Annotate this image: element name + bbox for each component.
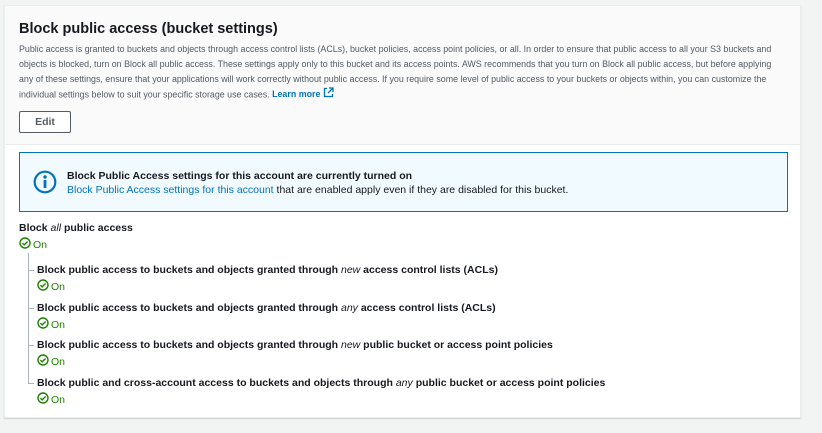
panel-title: Block public access (bucket settings)	[19, 21, 278, 37]
info-alert	[19, 152, 788, 212]
external-link-icon	[323, 87, 334, 103]
account-settings-link[interactable]: Block Public Access settings for this account	[67, 184, 274, 196]
setting-label	[37, 376, 605, 390]
tree-connector	[28, 253, 29, 383]
alert-body-text: that are enabled apply even if they are disabled for this bucket.	[273, 184, 569, 196]
status-on	[37, 391, 605, 409]
status-on	[37, 353, 553, 371]
setting-label	[37, 338, 553, 352]
setting-new-acls	[37, 263, 498, 296]
panel-description	[19, 42, 786, 103]
status-on	[19, 236, 133, 254]
status-text: On	[51, 356, 66, 368]
setting-label-prefix: Block public access to buckets and objects granted through	[37, 339, 341, 351]
description-text: Public access is granted to buckets and objects through access control lists (ACLs), bucket policies, access point policies, or all. In order to ensure that public access to all your S3 buckets and objects is blocked, turn on Block all public access. These settings apply only to this bucket and its access points. AWS recommends that you turn on Block all public access, but before applying any of these settings, ensure that your applications will work correctly without public access. If you require some level of public access to your buckets or objects within, you can customize the individual settings below to suit your specific storage use cases.	[19, 44, 772, 100]
setting-label-suffix: public bucket or access point policies	[412, 377, 606, 389]
setting-label-emphasis: new	[340, 339, 361, 351]
setting-label-emphasis: any	[340, 302, 358, 314]
tree-branch	[28, 308, 34, 309]
check-circle-icon	[37, 353, 49, 371]
tree-branch	[28, 345, 34, 346]
status-text: On	[51, 394, 66, 406]
check-circle-icon	[37, 391, 49, 409]
block-all-label	[19, 221, 133, 235]
block-all-label-emphasis: all	[50, 222, 62, 234]
status-text: On	[33, 239, 48, 251]
edit-button[interactable]: Edit	[19, 111, 71, 133]
setting-label-suffix: access control lists (ACLs)	[360, 264, 498, 276]
status-text: On	[51, 281, 66, 293]
tree-branch	[28, 383, 34, 384]
learn-more-label: Learn more	[272, 89, 321, 100]
alert-title: Block Public Access settings for this account are currently turned on	[67, 170, 413, 182]
block-public-access-panel	[4, 5, 801, 418]
setting-any-acls	[37, 301, 496, 334]
setting-label-prefix: Block public and cross-account access to buckets and objects through	[37, 377, 396, 389]
check-circle-icon	[19, 236, 31, 254]
status-on	[37, 316, 496, 334]
setting-new-policies	[37, 338, 553, 371]
setting-label-prefix: Block public access to buckets and objects granted through	[37, 264, 341, 276]
setting-label-suffix: access control lists (ACLs)	[357, 302, 496, 314]
alert-body	[67, 183, 568, 198]
tree-branch	[28, 270, 34, 271]
setting-label	[37, 263, 498, 277]
setting-label-emphasis: new	[340, 264, 361, 276]
setting-label-emphasis: any	[395, 377, 413, 389]
setting-label-prefix: Block public access to buckets and objects granted through	[37, 302, 341, 314]
learn-more-link[interactable]	[272, 89, 334, 99]
check-circle-icon	[37, 316, 49, 334]
status-text: On	[51, 319, 66, 331]
setting-label	[37, 301, 496, 315]
info-icon	[33, 170, 57, 199]
block-all-label-suffix: public access	[61, 222, 133, 234]
setting-cross-account-policies	[37, 376, 605, 409]
block-all-label-prefix: Block	[19, 222, 51, 234]
block-all-public-access	[19, 221, 133, 254]
status-on	[37, 278, 498, 296]
setting-label-suffix: public bucket or access point policies	[360, 339, 553, 351]
panel-header	[5, 6, 800, 145]
check-circle-icon	[37, 278, 49, 296]
